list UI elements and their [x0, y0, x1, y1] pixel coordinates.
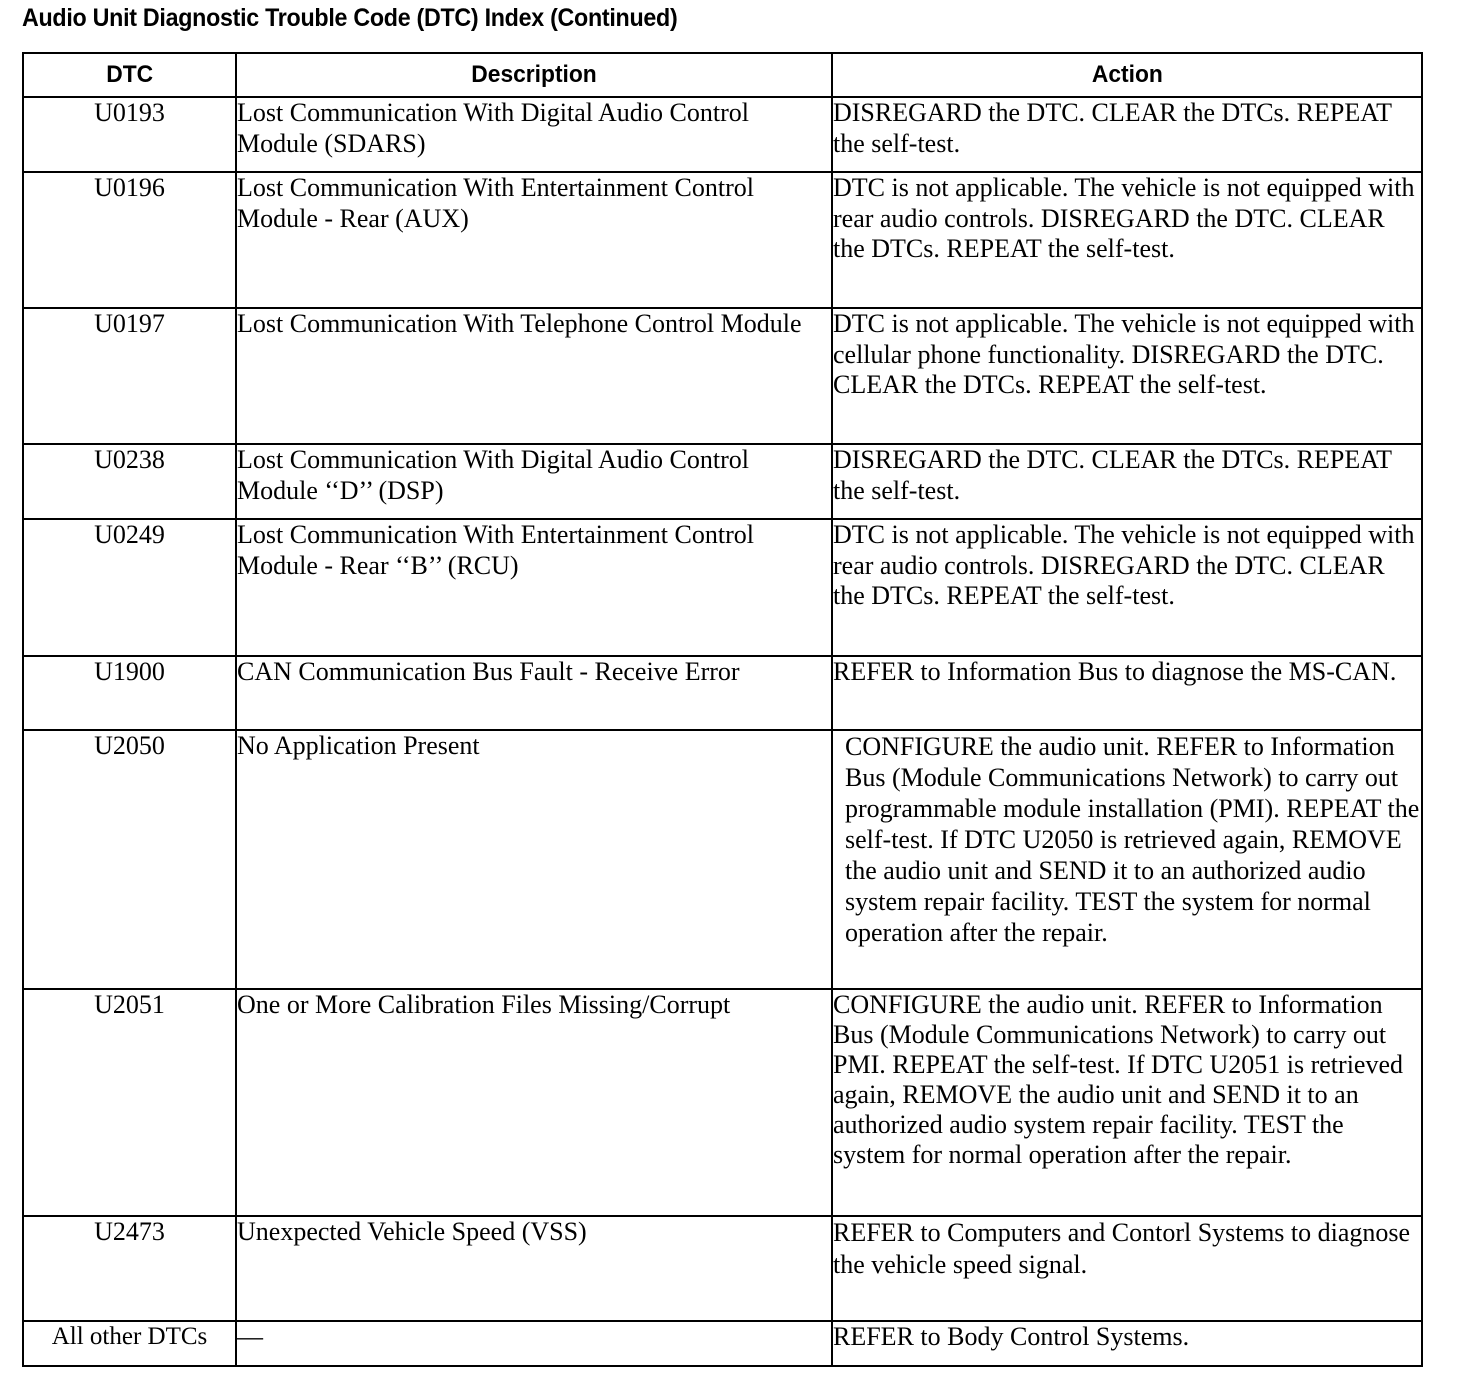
table-row: [23, 519, 1422, 656]
action-cell: DTC is not applicable. The vehicle is not equipped with cellular phone functionality. DISREGARD the DTC. CLEAR the DTCs. REPEAT the self-test.: [832, 308, 1422, 444]
table-row: [23, 656, 1422, 730]
table-row: [23, 1216, 1422, 1321]
column-header-label: Description: [471, 61, 597, 88]
description-cell: No Application Present: [236, 730, 832, 989]
dtc-code-cell: U0197: [23, 308, 236, 444]
action-cell: CONFIGURE the audio unit. REFER to Information Bus (Module Communications Network) to carry out PMI. REPEAT the self-test. If DTC U2051 is retrieved again, REMOVE the audio unit and SEND it to an authorized audio system repair facility. TEST the system for normal operation after the repair.: [832, 989, 1422, 1216]
table-row: [23, 989, 1422, 1216]
description-cell: Lost Communication With Digital Audio Control Module (SDARS): [236, 97, 832, 172]
description-cell: Lost Communication With Entertainment Control Module - Rear ‘‘B’’ (RCU): [236, 519, 832, 656]
column-header-description: [236, 53, 832, 97]
action-cell: DTC is not applicable. The vehicle is not equipped with rear audio controls. DISREGARD the DTC. CLEAR the DTCs. REPEAT the self-test.: [832, 519, 1422, 656]
action-cell: REFER to Computers and Contorl Systems to diagnose the vehicle speed signal.: [832, 1216, 1422, 1321]
table-row: [23, 1321, 1422, 1366]
column-header-dtc: [23, 53, 236, 97]
dtc-code-cell: U2473: [23, 1216, 236, 1321]
description-cell: Lost Communication With Entertainment Control Module - Rear (AUX): [236, 172, 832, 308]
description-cell: Lost Communication With Digital Audio Control Module ‘‘D’’ (DSP): [236, 444, 832, 519]
dtc-code-cell: U1900: [23, 656, 236, 730]
action-cell: DTC is not applicable. The vehicle is not equipped with rear audio controls. DISREGARD the DTC. CLEAR the DTCs. REPEAT the self-test.: [832, 172, 1422, 308]
action-cell: DISREGARD the DTC. CLEAR the DTCs. REPEAT the self-test.: [832, 444, 1422, 519]
table-row: [23, 308, 1422, 444]
dtc-index-table: [22, 52, 1423, 1367]
description-cell: Unexpected Vehicle Speed (VSS): [236, 1216, 832, 1321]
dtc-code-cell: U0249: [23, 519, 236, 656]
action-cell: REFER to Information Bus to diagnose the MS-CAN.: [832, 656, 1422, 730]
page-title: Audio Unit Diagnostic Trouble Code (DTC) Index (Continued): [22, 4, 678, 32]
dtc-code-cell: All other DTCs: [23, 1321, 236, 1366]
table-row: [23, 444, 1422, 519]
dtc-code-cell: U0196: [23, 172, 236, 308]
table-row: [23, 172, 1422, 308]
dtc-code-cell: U0193: [23, 97, 236, 172]
column-header-label: Action: [1091, 61, 1163, 88]
column-header-label: DTC: [106, 61, 153, 88]
description-cell: Lost Communication With Telephone Control Module: [236, 308, 832, 444]
description-cell: —: [236, 1321, 832, 1366]
description-cell: CAN Communication Bus Fault - Receive Error: [236, 656, 832, 730]
action-cell: REFER to Body Control Systems.: [832, 1321, 1422, 1366]
table-row: [23, 730, 1422, 989]
dtc-code-cell: U2051: [23, 989, 236, 1216]
column-header-action: [832, 53, 1422, 97]
dtc-code-cell: U2050: [23, 730, 236, 989]
dtc-code-cell: U0238: [23, 444, 236, 519]
action-cell: DISREGARD the DTC. CLEAR the DTCs. REPEAT the self-test.: [832, 97, 1422, 172]
description-cell: One or More Calibration Files Missing/Corrupt: [236, 989, 832, 1216]
table-row: [23, 97, 1422, 172]
action-cell: CONFIGURE the audio unit. REFER to Information Bus (Module Communications Network) to carry out programmable module installation (PMI). REPEAT the self-test. If DTC U2050 is retrieved again, REMOVE the audio unit and SEND it to an authorized audio system repair facility. TEST the system for normal operation after the repair.: [832, 730, 1422, 989]
table-header-row: [23, 53, 1422, 97]
